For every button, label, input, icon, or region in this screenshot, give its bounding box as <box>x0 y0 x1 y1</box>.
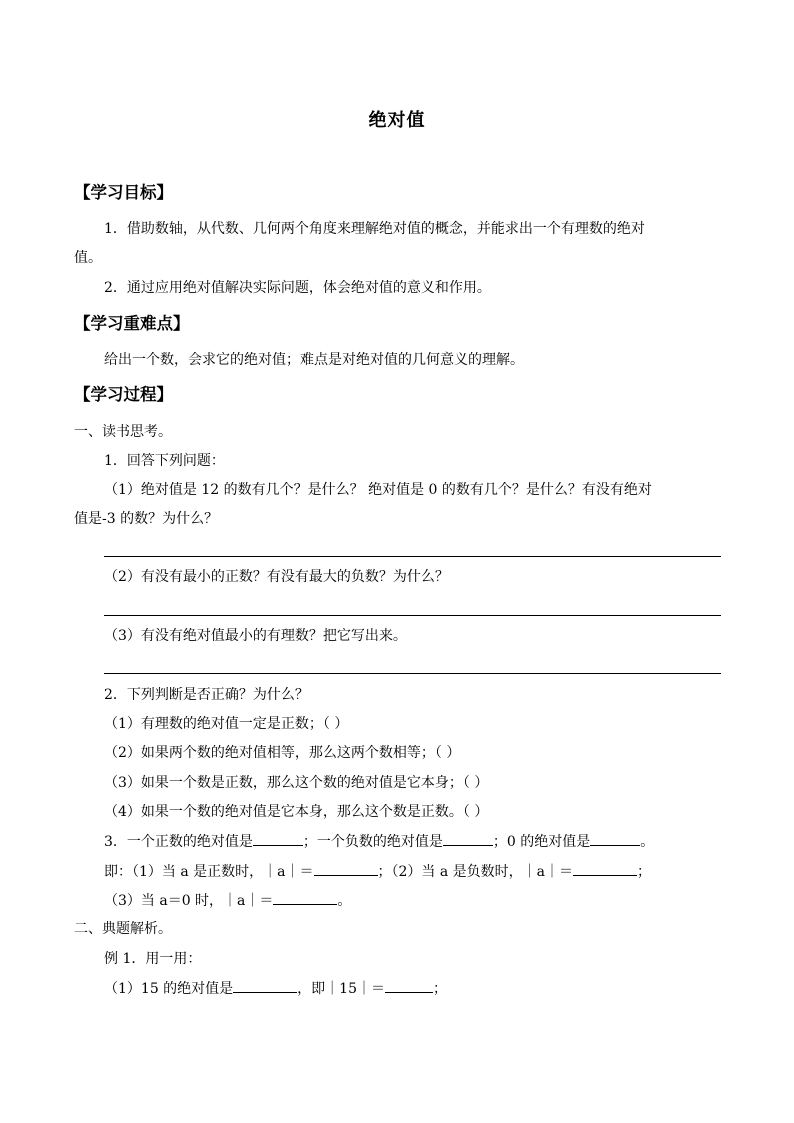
question-3-line-2-text-c: ； <box>637 864 652 880</box>
process-heading: 【学习过程】 <box>74 385 173 404</box>
answer-line <box>104 615 721 616</box>
fill-blank[interactable] <box>253 831 303 846</box>
question-3-line-1 <box>104 831 654 852</box>
question-3-line-2-text-b: ；（2）当 a 是负数时，｜a｜＝ <box>377 864 574 880</box>
fill-blank[interactable] <box>233 978 297 993</box>
question-1-2: （2）有没有最小的正数？有没有最大的负数？为什么？ <box>104 569 449 585</box>
question-3-line-2 <box>104 861 651 882</box>
part-1-title: 一、读书思考。 <box>74 424 172 440</box>
fill-blank[interactable] <box>443 831 493 846</box>
question-3-text-d: 。 <box>640 834 655 850</box>
question-3-line-3-text-b: 。 <box>337 893 352 909</box>
fill-blank[interactable] <box>273 890 337 905</box>
question-1-3: （3）有没有绝对值最小的有理数？把它写出来。 <box>104 628 407 644</box>
part-2-title: 二、典题解析。 <box>74 921 172 937</box>
fill-blank[interactable] <box>590 831 640 846</box>
question-3-text-a: 3．一个正数的绝对值是 <box>104 834 253 850</box>
example-1-1-text-b: ，即｜15｜＝ <box>297 981 385 997</box>
key-points-text: 给出一个数，会求它的绝对值；难点是对绝对值的几何意义的理解。 <box>104 352 524 368</box>
objective-1-line-2: 值。 <box>74 250 102 266</box>
example-1-1 <box>104 978 447 999</box>
example-1-1-text-c: ； <box>433 981 447 997</box>
page-title: 绝对值 <box>368 110 426 131</box>
question-2-4: （4）如果一个数的绝对值是它本身，那么这个数是正数。（ ） <box>104 804 489 820</box>
objectives-heading: 【学习目标】 <box>74 183 173 202</box>
question-2-2: （2）如果两个数的绝对值相等，那么这两个数相等；（ ） <box>104 745 461 761</box>
fill-blank[interactable] <box>573 861 637 876</box>
example-1-title: 例 1．用一用： <box>104 951 202 967</box>
question-2-1: （1）有理数的绝对值一定是正数；（ ） <box>104 716 349 732</box>
objective-2: 2．通过应用绝对值解决实际问题，体会绝对值的意义和作用。 <box>104 280 491 296</box>
question-1-title: 1．回答下列问题： <box>104 453 225 469</box>
question-3-line-3 <box>104 890 351 911</box>
objective-1-line-1: 1．借助数轴，从代数、几何两个角度来理解绝对值的概念，并能求出一个有理数的绝对 <box>104 221 645 237</box>
key-points-heading: 【学习重难点】 <box>74 314 190 333</box>
question-1-1-line-1: （1）绝对值是 12 的数有几个？是什么？ 绝对值是 0 的数有几个？是什么？有没有绝对 <box>104 482 652 498</box>
answer-line <box>104 556 721 557</box>
question-3-line-3-text-a: （3）当 a＝0 时，｜a｜＝ <box>104 893 274 909</box>
question-3-line-2-text-a: 即：（1）当 a 是正数时，｜a｜＝ <box>104 864 314 880</box>
fill-blank[interactable] <box>314 861 378 876</box>
question-3-text-b: ；一个负数的绝对值是 <box>302 834 443 850</box>
question-3-text-c: ；0 的绝对值是 <box>492 834 591 850</box>
answer-line <box>104 673 721 674</box>
question-1-1-line-2: 值是-3 的数？为什么？ <box>74 511 219 527</box>
question-2-3: （3）如果一个数是正数，那么这个数的绝对值是它本身；（ ） <box>104 775 489 791</box>
example-1-1-text-a: （1）15 的绝对值是 <box>104 981 234 997</box>
fill-blank[interactable] <box>385 978 433 993</box>
question-2-title: 2．下列判断是否正确？为什么？ <box>104 687 309 703</box>
